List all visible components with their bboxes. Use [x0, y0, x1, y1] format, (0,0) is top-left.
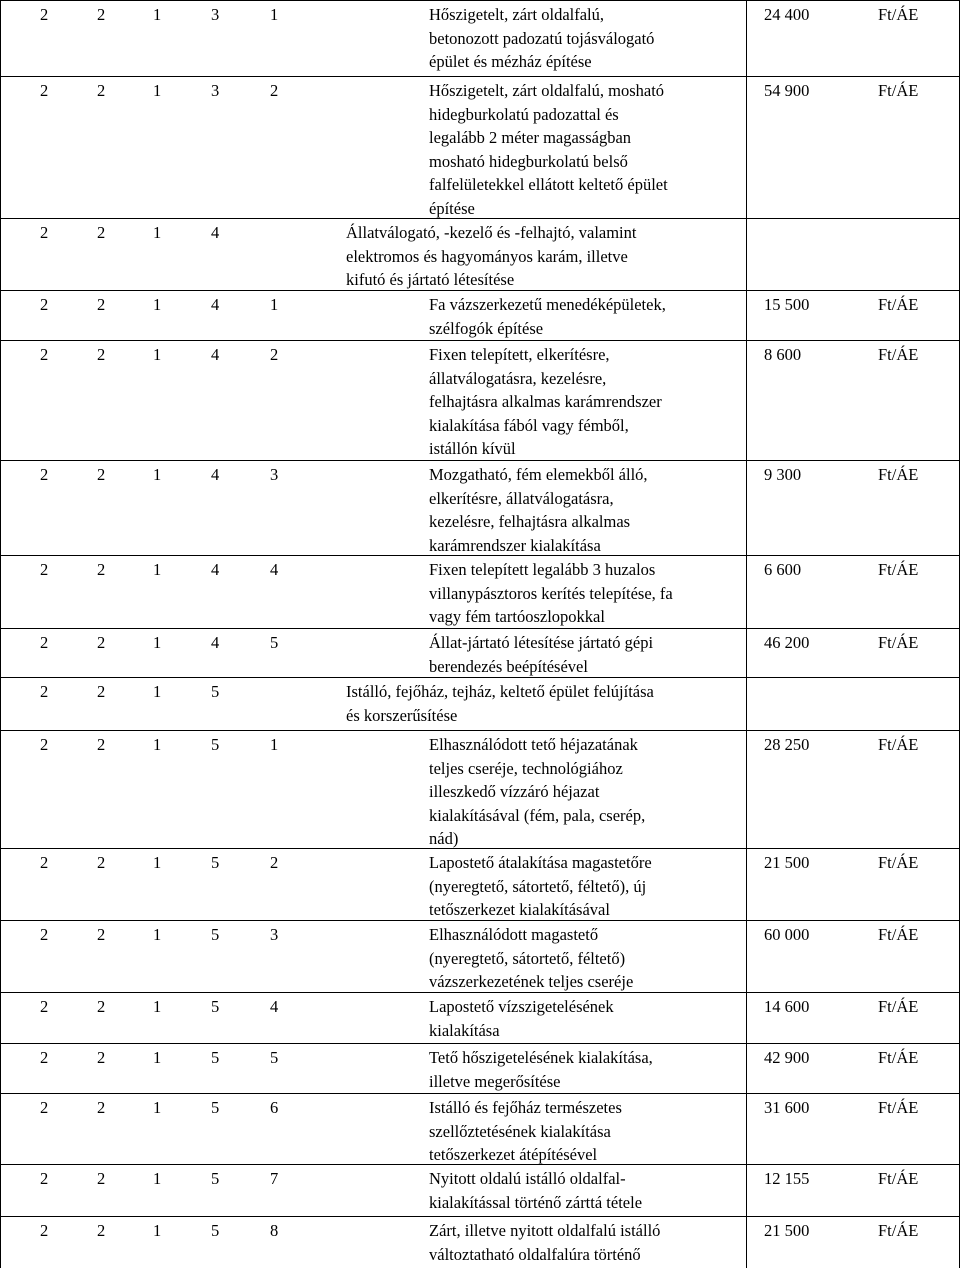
code-digit-2: 2: [97, 997, 106, 1016]
code-digit-1: 2: [40, 1169, 49, 1188]
code-digit-2: 2: [97, 223, 106, 242]
code-digit-1: 2: [40, 1048, 49, 1067]
code-digit-4: 5: [211, 1169, 220, 1188]
code-digit-2: 2: [97, 345, 106, 364]
row-divider: [0, 920, 960, 921]
code-digit-2: 2: [97, 1221, 106, 1240]
table-row: [0, 848, 960, 920]
item-description: Lapostető vízszigetelésének kialakítása: [429, 997, 614, 1040]
code-digit-3: 1: [153, 1221, 162, 1240]
unit-cost-amount: 21 500: [764, 1221, 810, 1240]
row-divider: [0, 730, 960, 731]
unit-cost-currency: Ft/ÁE: [878, 633, 919, 652]
code-digit-3: 1: [153, 345, 162, 364]
code-digit-2: 2: [97, 81, 106, 100]
code-digit-4: 5: [211, 1048, 220, 1067]
code-digit-2: 2: [97, 560, 106, 579]
code-digit-2: 2: [97, 925, 106, 944]
code-digit-1: 2: [40, 345, 49, 364]
code-digit-5: 6: [270, 1098, 279, 1117]
code-digit-1: 2: [40, 223, 49, 242]
row-divider: [0, 555, 960, 556]
code-digit-5: 5: [270, 1048, 279, 1067]
item-description: Hőszigetelt, zárt oldalfalú, betonozott padozatú tojásválogató épület és mézház építése: [429, 5, 655, 71]
code-digit-3: 1: [153, 682, 162, 701]
unit-cost-amount: 9 300: [764, 465, 802, 484]
row-divider: [0, 628, 960, 629]
code-digit-1: 2: [40, 295, 49, 314]
unit-cost-amount: 42 900: [764, 1048, 810, 1067]
code-digit-2: 2: [97, 633, 106, 652]
unit-cost-currency: Ft/ÁE: [878, 1098, 919, 1117]
row-divider: [0, 340, 960, 341]
code-digit-4: 5: [211, 997, 220, 1016]
item-description: Nyitott oldalú istálló oldalfal- kialakítással történő zárttá tétele: [429, 1169, 643, 1212]
unit-cost-currency: Ft/ÁE: [878, 853, 919, 872]
code-digit-2: 2: [97, 295, 106, 314]
code-digit-3: 1: [153, 295, 162, 314]
table-row: [0, 290, 960, 340]
unit-cost-currency: Ft/ÁE: [878, 735, 919, 754]
code-digit-5: 2: [270, 853, 279, 872]
code-digit-3: 1: [153, 5, 162, 24]
unit-cost-amount: 6 600: [764, 560, 802, 579]
code-digit-4: 4: [211, 560, 220, 579]
code-digit-1: 2: [40, 5, 49, 24]
table-row: [0, 920, 960, 992]
row-divider: [0, 992, 960, 993]
code-digit-2: 2: [97, 1048, 106, 1067]
code-digit-5: 1: [270, 735, 279, 754]
unit-cost-currency: Ft/ÁE: [878, 925, 919, 944]
code-digit-4: 4: [211, 223, 220, 242]
code-digit-1: 2: [40, 997, 49, 1016]
item-description: Mozgatható, fém elemekből álló, elkerítésre, állatválogatásra, kezelésre, felhajtásra alkalmas karámrendszer kialakítása: [429, 465, 648, 555]
code-digit-1: 2: [40, 682, 49, 701]
row-divider: [0, 76, 960, 77]
code-digit-2: 2: [97, 735, 106, 754]
code-digit-3: 1: [153, 633, 162, 652]
item-description: Állatválogató, -kezelő és -felhajtó, valamint elektromos és hagyományos karám, illetve kifutó és jártató létesítése: [346, 223, 637, 289]
unit-cost-amount: 15 500: [764, 295, 810, 314]
table-row: [0, 1216, 960, 1268]
table-row: [0, 1164, 960, 1216]
item-description: Fixen telepített, elkerítésre, állatválogatásra, kezelésre, felhajtásra alkalmas karámrendszer kialakítása fából vagy fémből, istállón kívül: [429, 345, 662, 458]
code-digit-4: 5: [211, 735, 220, 754]
code-digit-4: 3: [211, 5, 220, 24]
code-digit-1: 2: [40, 560, 49, 579]
code-digit-4: 3: [211, 81, 220, 100]
item-description: Hőszigetelt, zárt oldalfalú, mosható hidegburkolatú padozattal és legalább 2 méter magasságban mosható hidegburkolatú belső falfelületekkel ellátott keltető épület építése: [429, 81, 668, 218]
unit-cost-amount: 54 900: [764, 81, 810, 100]
unit-cost-currency: Ft/ÁE: [878, 295, 919, 314]
code-digit-5: 1: [270, 5, 279, 24]
table-row: [0, 76, 960, 218]
code-digit-4: 5: [211, 853, 220, 872]
row-divider: [0, 677, 960, 678]
code-digit-5: 3: [270, 925, 279, 944]
row-divider: [0, 848, 960, 849]
code-digit-4: 5: [211, 925, 220, 944]
code-digit-4: 5: [211, 682, 220, 701]
code-digit-3: 1: [153, 81, 162, 100]
code-digit-5: 1: [270, 295, 279, 314]
row-divider: [0, 1164, 960, 1165]
code-digit-5: 4: [270, 997, 279, 1016]
code-digit-5: 7: [270, 1169, 279, 1188]
table-row: [0, 677, 960, 730]
code-digit-2: 2: [97, 5, 106, 24]
item-description: Állat-jártató létesítése jártató gépi berendezés beépítésével: [429, 633, 654, 676]
item-description: Tető hőszigetelésének kialakítása, illetve megerősítése: [429, 1048, 653, 1091]
table-row: [0, 460, 960, 555]
unit-cost-currency: Ft/ÁE: [878, 465, 919, 484]
code-digit-4: 4: [211, 633, 220, 652]
code-digit-3: 1: [153, 997, 162, 1016]
row-divider: [0, 1043, 960, 1044]
unit-cost-amount: 31 600: [764, 1098, 810, 1117]
code-digit-4: 5: [211, 1098, 220, 1117]
row-divider: [0, 460, 960, 461]
unit-cost-currency: Ft/ÁE: [878, 1048, 919, 1067]
code-digit-1: 2: [40, 465, 49, 484]
item-description: Zárt, illetve nyitott oldalfalú istálló változtatható oldalfalúra történő: [429, 1221, 661, 1264]
unit-cost-amount: 21 500: [764, 853, 810, 872]
code-digit-3: 1: [153, 1169, 162, 1188]
code-digit-2: 2: [97, 465, 106, 484]
code-digit-5: 3: [270, 465, 279, 484]
item-description: Lapostető átalakítása magastetőre (nyeregtető, sátortető, féltető), új tetőszerkezet kialakításával: [429, 853, 652, 919]
code-digit-5: 2: [270, 345, 279, 364]
row-divider: [0, 290, 960, 291]
item-description: Elhasználódott magastető (nyeregtető, sátortető, féltető) vázszerkezetének teljes cseréje: [429, 925, 634, 991]
row-divider: [0, 1093, 960, 1094]
table-row: [0, 1043, 960, 1093]
row-divider: [0, 218, 960, 219]
code-digit-1: 2: [40, 1098, 49, 1117]
table-row: [0, 992, 960, 1043]
code-digit-1: 2: [40, 735, 49, 754]
code-digit-2: 2: [97, 1098, 106, 1117]
code-digit-3: 1: [153, 560, 162, 579]
code-digit-2: 2: [97, 853, 106, 872]
code-digit-3: 1: [153, 223, 162, 242]
table-border-top: [0, 0, 960, 1]
unit-cost-amount: 60 000: [764, 925, 810, 944]
unit-cost-amount: 28 250: [764, 735, 810, 754]
code-digit-3: 1: [153, 1048, 162, 1067]
table-row: [0, 628, 960, 677]
code-digit-5: 8: [270, 1221, 279, 1240]
table-row: [0, 0, 960, 76]
code-digit-3: 1: [153, 925, 162, 944]
code-digit-1: 2: [40, 81, 49, 100]
code-digit-5: 5: [270, 633, 279, 652]
code-digit-4: 4: [211, 295, 220, 314]
code-digit-4: 4: [211, 465, 220, 484]
code-digit-2: 2: [97, 1169, 106, 1188]
unit-cost-currency: Ft/ÁE: [878, 1169, 919, 1188]
code-digit-5: 2: [270, 81, 279, 100]
code-digit-4: 5: [211, 1221, 220, 1240]
unit-cost-currency: Ft/ÁE: [878, 560, 919, 579]
code-digit-1: 2: [40, 633, 49, 652]
code-digit-1: 2: [40, 925, 49, 944]
code-digit-3: 1: [153, 1098, 162, 1117]
item-description: Fixen telepített legalább 3 huzalos villanypásztoros kerítés telepítése, fa vagy fém tartóoszlopokkal: [429, 560, 673, 626]
table-row: [0, 555, 960, 628]
code-digit-5: 4: [270, 560, 279, 579]
row-divider: [0, 1216, 960, 1217]
item-description: Istálló, fejőház, tejház, keltető épület felújítása és korszerűsítése: [346, 682, 654, 725]
item-description: Fa vázszerkezetű menedéképületek, szélfogók építése: [429, 295, 666, 338]
item-description: Elhasználódott tető héjazatának teljes cseréje, technológiához illeszkedő vízzáró héjazat kialakításával (fém, pala, cserép, nád): [429, 735, 646, 848]
code-digit-4: 4: [211, 345, 220, 364]
code-digit-1: 2: [40, 1221, 49, 1240]
unit-cost-currency: Ft/ÁE: [878, 997, 919, 1016]
unit-cost-currency: Ft/ÁE: [878, 5, 919, 24]
table-row: [0, 730, 960, 848]
unit-cost-currency: Ft/ÁE: [878, 1221, 919, 1240]
item-description: Istálló és fejőház természetes szellőztetésének kialakítása tetőszerkezet átépítésével: [429, 1098, 622, 1164]
code-digit-3: 1: [153, 465, 162, 484]
code-digit-3: 1: [153, 735, 162, 754]
table-row: [0, 340, 960, 460]
unit-cost-amount: 12 155: [764, 1169, 810, 1188]
table-row: [0, 1093, 960, 1164]
unit-cost-amount: 14 600: [764, 997, 810, 1016]
unit-cost-amount: 24 400: [764, 5, 810, 24]
code-digit-2: 2: [97, 682, 106, 701]
unit-cost-amount: 8 600: [764, 345, 802, 364]
unit-cost-amount: 46 200: [764, 633, 810, 652]
unit-cost-currency: Ft/ÁE: [878, 81, 919, 100]
code-digit-3: 1: [153, 853, 162, 872]
table-row: [0, 218, 960, 290]
unit-cost-currency: Ft/ÁE: [878, 345, 919, 364]
code-digit-1: 2: [40, 853, 49, 872]
